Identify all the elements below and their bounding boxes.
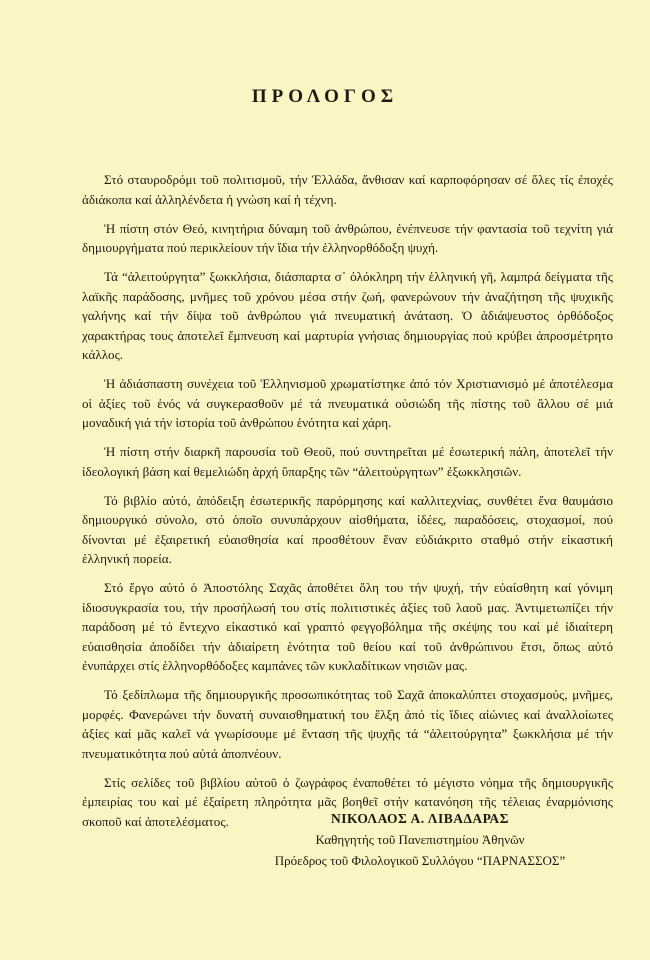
paragraph-9: Στίς σελίδες τοῦ βιβλίου αὐτοῦ ὁ ζωγράφος ἐναποθέτει τό μέγιστο νόημα τῆς δημιουργικῆς ἐμπειρίας του καί μέ ἐξαίρετη πληρότητα μᾶς βοηθεῖ στήν κατανόηση τῆς τέλειας ἐναρμόνισης σκοποῦ καί ἀποτελέσματος. xyxy=(82,774,613,829)
page-title: ΠΡΟΛΟΓΟΣ xyxy=(251,86,399,107)
paragraph-8: Τό ξεδίπλωμα τῆς δημιουργικῆς προσωπικότητας τοῦ Σαχᾶ ἀποκαλύπτει στοχασμούς, μνῆμες, μορφές. Φανερώνει τήν δυνατή συναισθηματική του ἕλξη ἀπό τίς ἴδιες αἰώνιες καί ἀναλλοίωτες ἀξίες καί μᾶς καλεῖ νά γνωρίσουμε μέ ἔνταση τῆς ψυχῆς τά “ἀλειτούργητα” ξωκκλήσια μέ τήν πνευματικότητα πού αὐτά ἀποπνέουν. xyxy=(82,687,613,761)
author-role-professor: Καθηγητής τοῦ Πανεπιστημίου Ἀθηνῶν xyxy=(315,832,525,847)
paragraph-6: Τό βιβλίο αὐτό, ἀπόδειξη ἐσωτερικῆς παρόρμησης καί καλλιτεχνίας, συνθέτει ἕνα θαυμάσιο δημιουργικό σύνολο, στό ὁποῖο συνυπάρχουν αἰσθήματα, ἰδέες, παραδόσεις, στοχασμοί, πού δίνονται μέ ἐξαιρετική εὐαισθησία καί προσθέτουν ἕναν εὐδιάκριτο σταθμό στήν εἰκαστική ἑλληνική πορεία. xyxy=(82,492,613,566)
paragraph-1: Στό σταυροδρόμι τοῦ πολιτισμοῦ, τήν Ἑλλάδα, ἄνθισαν καί καρποφόρησαν σέ ὅλες τίς ἐποχές ἀδιάκοπα καί ἀλληλένδετα ἡ γνώση καί ἡ τέχνη. xyxy=(82,172,613,207)
author-role-president: Πρόεδρος τοῦ Φιλολογικοῦ Συλλόγου “ΠΑΡΝΑΣΣΟΣ” xyxy=(274,853,566,868)
paragraph-4: Ἡ ἀδιάσπαστη συνέχεια τοῦ Ἑλληνισμοῦ χρωματίστηκε ἀπό τόν Χριστιανισμό μέ ἀποτέλεσμα οἱ ἀξίες τοῦ ἑνός νά συγκερασθοῦν μέ τά πνευματικά οὐσιώδη τῆς πίστης τοῦ ἄλλου σέ μιά μοναδική γιά τήν ἱστορία τοῦ ἀνθρώπου ἑνότητα καί χάρη. xyxy=(82,376,613,430)
prologue-body xyxy=(82,170,613,841)
author-name: ΝΙΚΟΛΑΟΣ Α. ΛΙΒΑΔΑΡΑΣ xyxy=(330,811,510,826)
paragraph-5: Ἡ πίστη στήν διαρκῆ παρουσία τοῦ Θεοῦ, πού συντηρεῖται μέ ἐσωτερική πάλη, ἀποτελεῖ τήν ἰδεολογική βάση καί θεμελιώδη ἀρχή ὕπαρξης τῶν “ἀλειτούργητων” ἐξωκκλησιῶν. xyxy=(82,444,613,479)
paragraph-2: Ἡ πίστη στόν Θεό, κινητήρια δύναμη τοῦ ἀνθρώπου, ἐνέπνευσε τήν φαντασία τοῦ τεχνίτη γιά δημιουργήματα πού περικλείουν τήν ἴδια τήν ἑλληνορθόδοξη ψυχή. xyxy=(82,220,613,255)
signature-block xyxy=(250,808,590,871)
paragraph-3: Τά “ἀλειτούργητα” ξωκκλήσια, διάσπαρτα σ᾽ ὁλόκληρη τήν ἑλληνική γῆ, λαμπρά δείγματα τῆς λαϊκῆς παράδοσης, μνῆμες τοῦ χρόνου μέσα στήν ζωή, φανερώνουν τήν ἀναζήτηση τῆς ψυχικῆς γαλήνης καί τήν δίψα τοῦ ἀνθρώπου γιά πνευματική ἀνάταση. Ὁ ἀδιάψευστος ὀρθόδοξος χαρακτήρας τους ἀποτελεῖ ἔμπνευση καί μαρτυρία γνήσιας δημιουργίας πού κρύβει ἀπροσμέτρητο κάλλος. xyxy=(82,269,613,362)
paragraph-7: Στό ἔργο αὐτό ὁ Ἀποστόλης Σαχᾶς ἀποθέτει ὅλη του τήν ψυχή, τήν εὐαίσθητη καί γόνιμη ἰδιοσυγκρασία του, τήν προσήλωσή του στίς πολιτιστικές ἀξίες τοῦ λαοῦ μας. Ἀντιμετωπίζει τήν παράδοση μέ τό ἔντεχνο εἰκαστικό καί γραπτό φεγγοβόλημα τῆς σκέψης του καί μέ ἰδιαίτερη εὐαισθησία ἀποδίδει τήν ἀδιαίρετη ἑνότητα τοῦ θείου καί τοῦ ἀνθρώπινου ἔτσι, ὅπως αὐτό ἐνυπάρχει στίς ἑλληνορθόδοξες καμπάνες τῶν κυκλαδίτικων νησιῶν μας. xyxy=(82,580,613,673)
